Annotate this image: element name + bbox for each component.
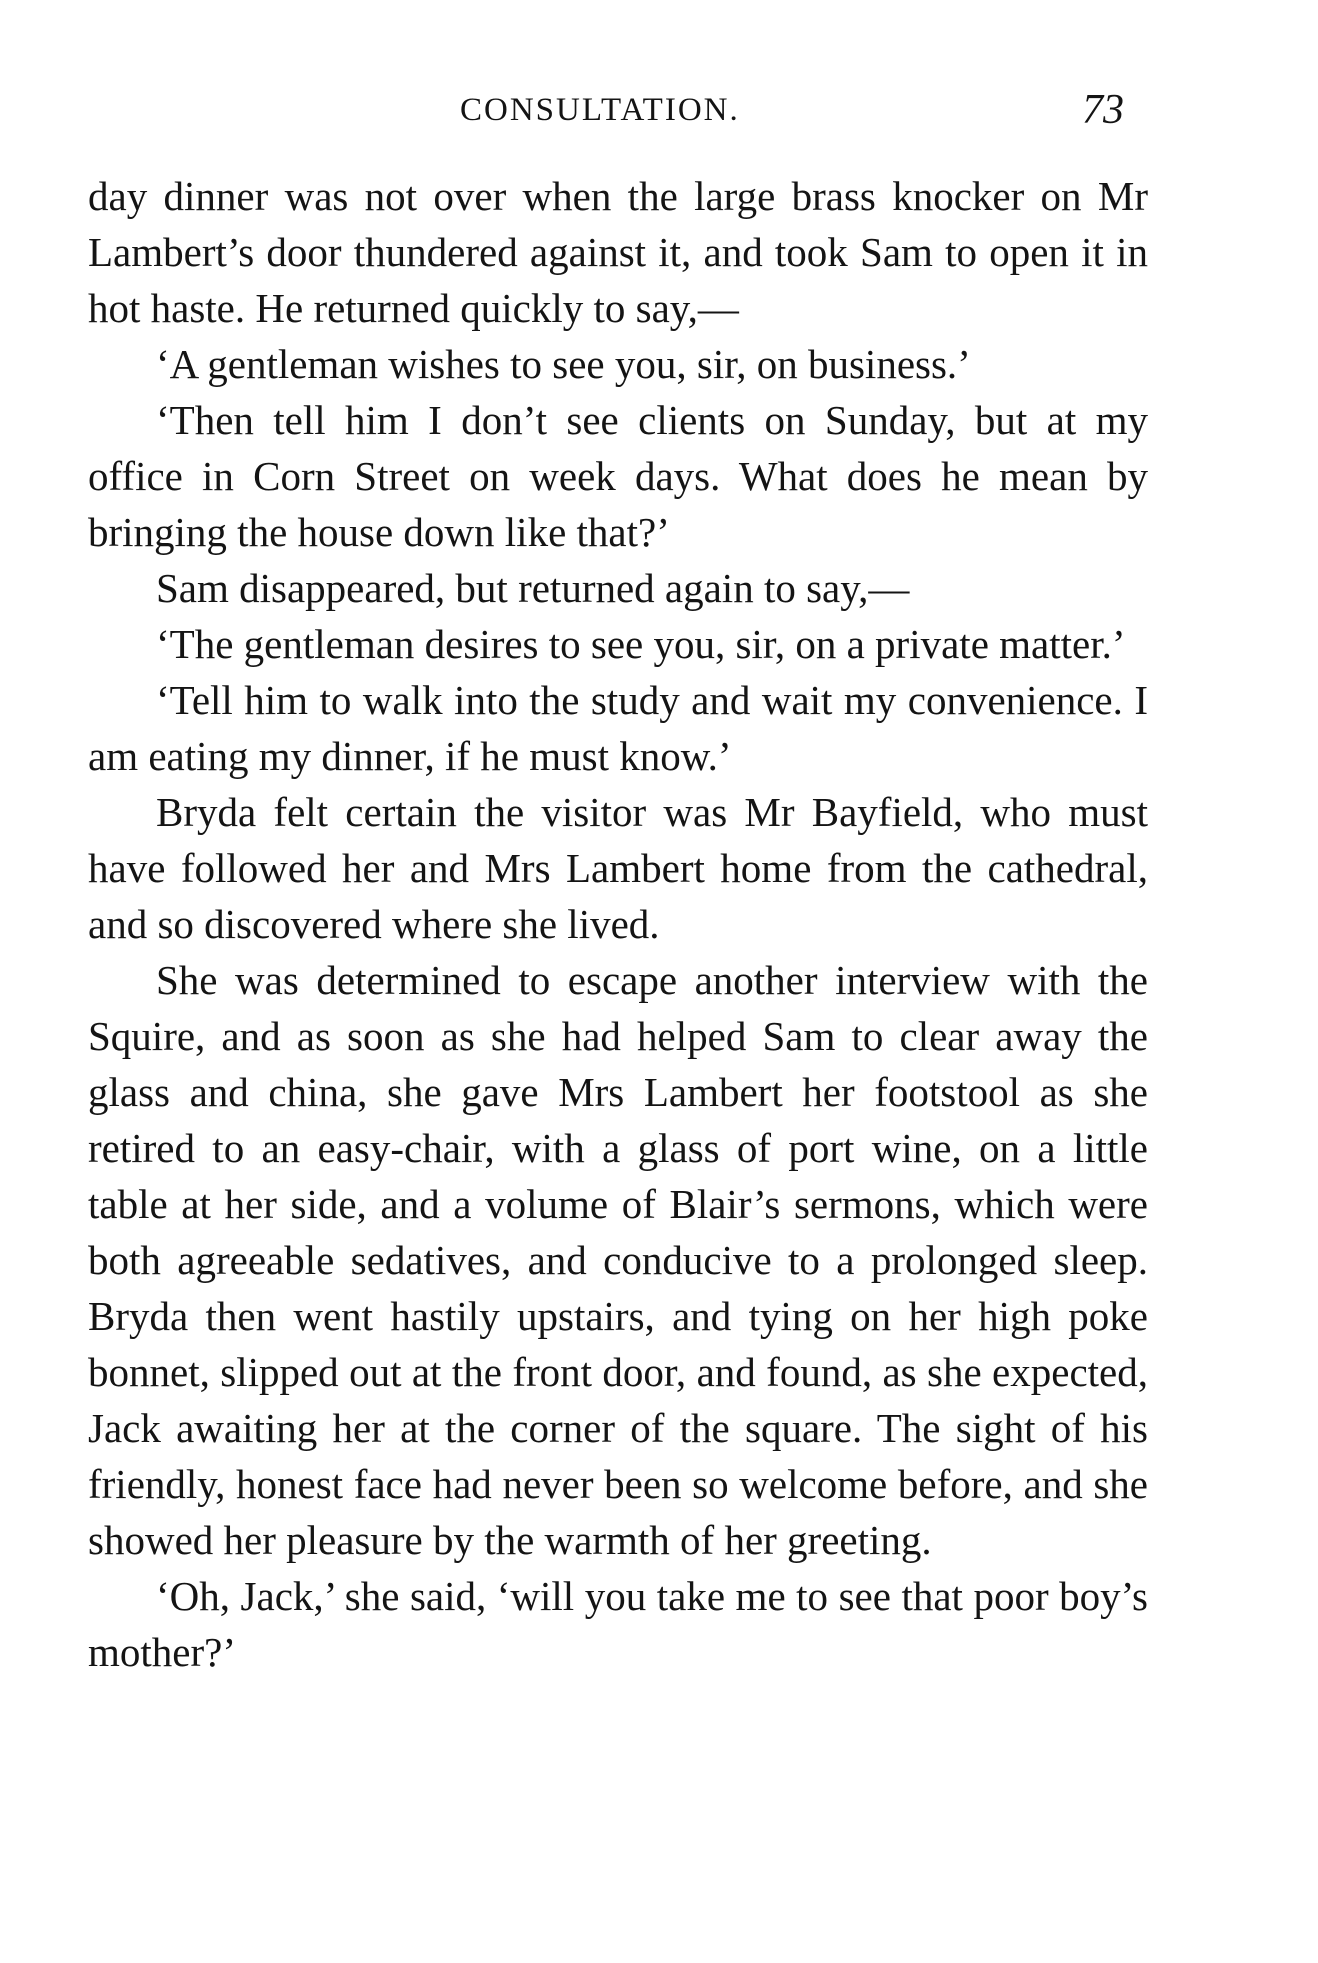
paragraph: Sam disappeared, but returned again to say,— — [156, 565, 910, 611]
page-number: 73 — [1082, 87, 1124, 133]
body-text — [88, 168, 1148, 1680]
paragraph: ‘Oh, Jack,’ she said, ‘will you take me to see that poor boy’s mother?’ — [88, 1573, 1148, 1675]
paragraph: day dinner was not over when the large brass knocker on Mr Lambert’s door thundered against it, and took Sam to open it in hot haste. He returned quickly to say,— — [88, 173, 1148, 331]
paragraph: ‘Then tell him I don’t see clients on Sunday, but at my office in Corn Street on week days. What does he mean by bringing the house down like that?’ — [88, 397, 1148, 555]
paragraph: She was determined to escape another interview with the Squire, and as soon as she had helped Sam to clear away the glass and china, she gave Mrs Lambert her footstool as she retired to an easy-chair, with a glass of port wine, on a little table at her side, and a volume of Blair’s sermons, which were both agreeable sedatives, and conducive to a prolonged sleep. Bryda then went hastily upstairs, and tying on her high poke bonnet, slipped out at the front door, and found, as she expected, Jack awaiting her at the corner of the square. The sight of his friendly, honest face had never been so welcome before, and she showed her pleasure by the warmth of her greeting. — [88, 957, 1148, 1563]
paragraph: ‘A gentleman wishes to see you, sir, on business.’ — [156, 341, 971, 387]
paragraph: ‘The gentleman desires to see you, sir, on a private matter.’ — [156, 621, 1126, 667]
running-title: CONSULTATION. — [460, 92, 740, 128]
paragraph: Bryda felt certain the visitor was Mr Bayfield, who must have followed her and Mrs Lambert home from the cathedral, and so discovered where she lived. — [88, 789, 1148, 947]
paragraph: ‘Tell him to walk into the study and wait my convenience. I am eating my dinner, if he must know.’ — [88, 677, 1148, 779]
